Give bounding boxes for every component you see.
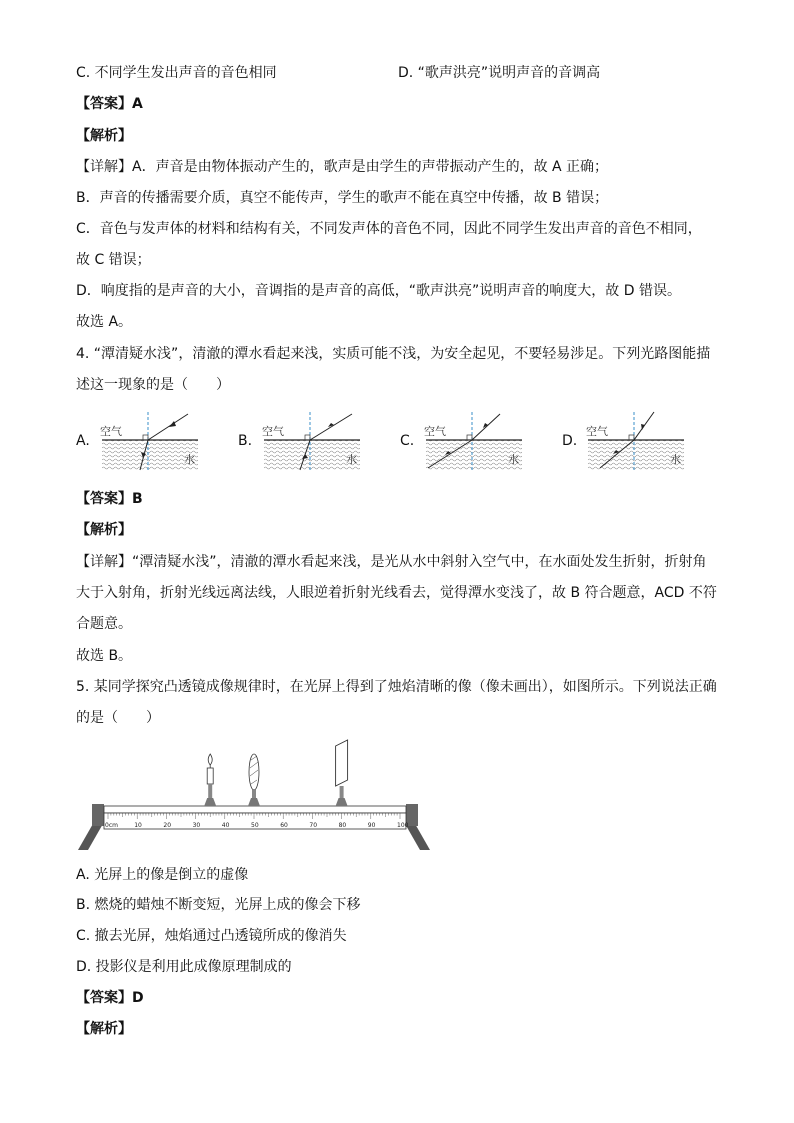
q4-answer: 【答案】B — [76, 491, 143, 507]
q4-diagram-a — [96, 410, 202, 476]
bench-tick-label: 80 — [338, 822, 347, 829]
q5-stem-line-2: 的是（ ） — [76, 710, 160, 726]
q4-option-d-label: D. — [562, 433, 578, 449]
q3-detail-3: C．音色与发声体的材料和结构有关，不同发声体的音色不同，因此不同学生发出声音的音色不相同， — [76, 221, 702, 237]
q5-analysis-heading: 【解析】 — [76, 1021, 132, 1037]
ray-air-c — [472, 414, 500, 440]
q4-option-a-label: A. — [76, 433, 90, 449]
ray-air-a — [148, 414, 188, 440]
water-label-a: 水 — [184, 453, 195, 466]
bench-tick-label: 100 — [397, 822, 409, 829]
q4-conclusion: 故选 B。 — [76, 648, 133, 664]
bench-tick-label: 10 — [134, 822, 142, 829]
candle — [204, 754, 216, 806]
q3-option-d: D. “歌声洪亮”说明声音的音调高 — [398, 65, 601, 81]
q4-option-b-label: B. — [238, 433, 253, 449]
air-label-c: 空气 — [424, 425, 446, 438]
q3-analysis-heading: 【解析】 — [76, 128, 132, 144]
air-label-b: 空气 — [262, 425, 284, 438]
convex-lens — [248, 754, 260, 806]
q4-diagram-b — [258, 410, 364, 476]
q4-stem-line-1: 4. “潭清疑水浅”，清澈的潭水看起来浅，实质可能不浅，为安全起见，不要轻易涉足。下列光路图能描 — [76, 346, 711, 362]
q4-diagram-d — [582, 410, 688, 476]
bench-tick-label: 20 — [163, 822, 172, 829]
bench-tick-label: 70 — [309, 822, 318, 829]
bench-tick-label: 60 — [280, 822, 288, 829]
q4-detail-3: 合题意。 — [76, 616, 132, 632]
water-label-c: 水 — [508, 453, 519, 466]
optical-bench-diagram — [76, 736, 436, 856]
q5-option-a: A. 光屏上的像是倒立的虚像 — [76, 867, 249, 883]
bench-end-left — [92, 804, 104, 826]
light-screen — [336, 740, 348, 806]
air-label-d: 空气 — [586, 425, 608, 438]
bench-tick-label: 40 — [221, 822, 230, 829]
ray-air-b — [310, 414, 352, 440]
q4-diagram-c — [420, 410, 526, 476]
water-label-d: 水 — [670, 453, 681, 466]
q5-option-d: D. 投影仪是利用此成像原理制成的 — [76, 959, 292, 975]
q3-answer: 【答案】A — [76, 96, 143, 112]
arrow-b-top — [328, 423, 334, 427]
bench-rail — [104, 806, 406, 813]
q3-detail-2: B．声音的传播需要介质，真空不能传声，学生的歌声不能在真空中传播，故 B 错误； — [76, 190, 609, 206]
water-label-b: 水 — [346, 453, 357, 466]
q3-detail-5: D．响度指的是声音的大小，音调指的是声音的高低，“歌声洪亮”说明声音的响度大，故 D 错误。 — [76, 283, 681, 299]
q3-detail-1: 【详解】A．声音是由物体振动产生的，歌声是由学生的声带振动产生的，故 A 正确； — [76, 159, 609, 175]
bench-tick-label: 50 — [251, 822, 259, 829]
q5-answer: 【答案】D — [76, 990, 144, 1006]
q4-analysis-heading: 【解析】 — [76, 522, 132, 538]
q4-option-c-label: C. — [400, 433, 415, 449]
q3-conclusion: 故选 A。 — [76, 314, 133, 330]
bench-leg-left — [78, 822, 104, 850]
air-label-a: 空气 — [100, 425, 122, 438]
q3-option-c: C. 不同学生发出声音的音色相同 — [76, 65, 277, 81]
q5-option-c: C. 撤去光屏，烛焰通过凸透镜所成的像消失 — [76, 928, 347, 944]
q4-detail-2: 大于入射角，折射光线远离法线，人眼逆着折射光线看去，觉得潭水变浅了，故 B 符合题意，ACD 不符 — [76, 585, 717, 601]
q4-detail-1: 【详解】“潭清疑水浅”，清澈的潭水看起来浅，是光从水中斜射入空气中，在水面处发生折射，折射角 — [76, 554, 707, 570]
q3-detail-4: 故 C 错误； — [76, 252, 151, 268]
bench-unit-label: 0cm — [105, 822, 118, 829]
q5-option-b: B. 燃烧的蜡烛不断变短，光屏上成的像会下移 — [76, 897, 361, 913]
bench-tick-label: 30 — [192, 822, 201, 829]
q5-stem-line-1: 5. 某同学探究凸透镜成像规律时，在光屏上得到了烛焰清晰的像（像未画出），如图所示。下列说法正确 — [76, 679, 717, 695]
bench-tick-label: 90 — [367, 822, 376, 829]
q4-stem-line-2: 述这一现象的是（ ） — [76, 377, 230, 393]
